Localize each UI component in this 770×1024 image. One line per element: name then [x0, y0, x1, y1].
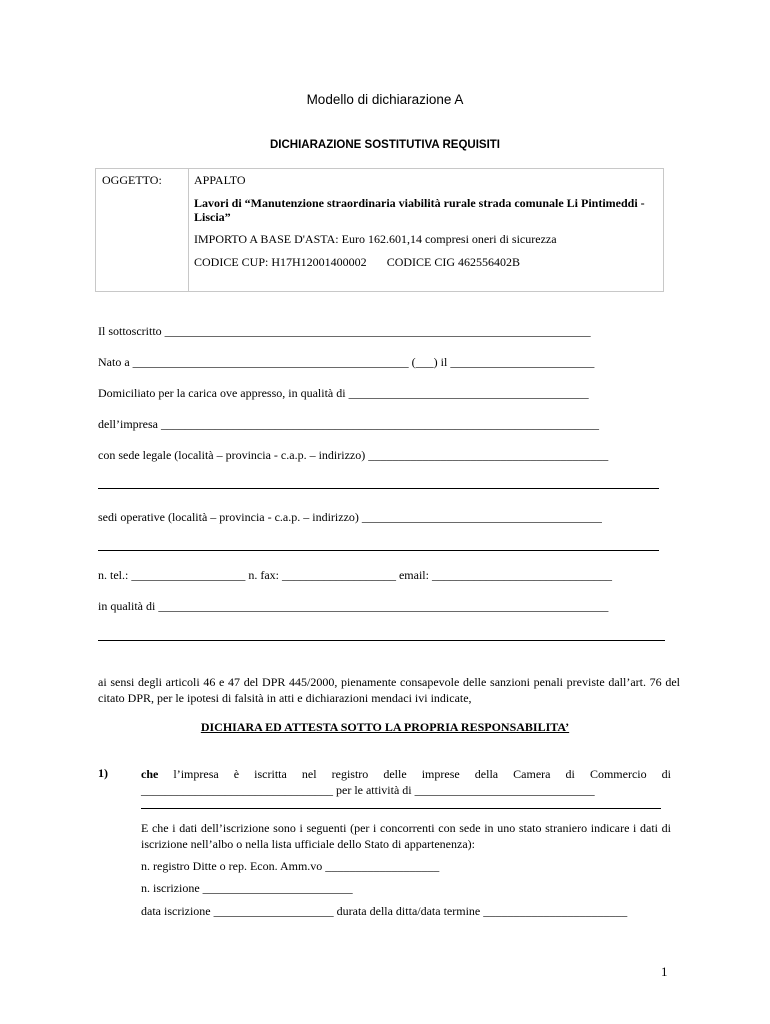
nato-field[interactable]: Nato a ______________________________________________ (___) il ________________________ — [98, 355, 595, 369]
iscrizione-intro: E che i dati dell’iscrizione sono i seguenti (per i concorrenti con sede in uno stato straniero indicare i dati di iscrizione nell’albo o nella lista ufficiale dello Stato di appartenenza): — [141, 821, 671, 851]
impresa-field[interactable]: dell’impresa _________________________________________________________________________ — [98, 417, 599, 431]
table-divider — [188, 169, 189, 291]
n-iscrizione-field[interactable]: n. iscrizione _________________________ — [141, 881, 353, 895]
sede-legale-continuation-line[interactable] — [98, 488, 659, 489]
sede-legale-field[interactable]: con sede legale (località – provincia - c.a.p. – indirizzo) ________________________________________ — [98, 448, 609, 462]
lavori-text: Lavori di “Manutenzione straordinaria viabilità rurale strada comunale Li Pintimeddi - Liscia” — [194, 196, 645, 224]
qualita-continuation-line[interactable] — [98, 640, 665, 641]
sottoscritto-field[interactable]: Il sottoscritto _______________________________________________________________________ — [98, 324, 591, 338]
registro-field[interactable]: n. registro Ditte o rep. Econ. Amm.vo ___________________ — [141, 859, 440, 873]
item1-line1 — [141, 766, 671, 782]
data-iscrizione-field[interactable]: data iscrizione ____________________ durata della ditta/data termine ________________________ — [141, 904, 628, 918]
che-bold: che — [141, 767, 159, 781]
item1-line2[interactable]: ________________________________ per le attività di ______________________________ — [141, 783, 595, 797]
qualita-field[interactable]: in qualità di ___________________________________________________________________________ — [98, 599, 609, 613]
oggetto-label: OGGETTO: — [102, 173, 162, 187]
document-title: Modello di dichiarazione A — [306, 92, 464, 107]
item1-continuation-line[interactable] — [141, 808, 661, 809]
sedi-operative-continuation-line[interactable] — [98, 550, 659, 551]
item-number: 1) — [98, 766, 108, 780]
page-number: 1 — [661, 964, 668, 979]
domiciliato-field[interactable]: Domiciliato per la carica ove appresso, in qualità di ________________________________________ — [98, 386, 589, 400]
declaration-heading: DICHIARA ED ATTESTA SOTTO LA PROPRIA RESPONSABILITA’ — [200, 720, 570, 734]
cig-code: CODICE CIG 462556402B — [386, 255, 521, 269]
importo-text: IMPORTO A BASE D'ASTA: Euro 162.601,14 compresi oneri di sicurezza — [194, 232, 557, 246]
appalto-text: APPALTO — [194, 173, 246, 187]
cup-code: CODICE CUP: H17H12001400002 — [194, 255, 367, 269]
sedi-operative-field[interactable]: sedi operative (località – provincia - c.a.p. – indirizzo) ________________________________________ — [98, 510, 602, 524]
oggetto-content — [194, 173, 654, 269]
oggetto-table — [95, 168, 664, 292]
codes-row — [194, 255, 654, 269]
item1-line1-text: l’impresa è iscritta nel registro delle imprese della Camera di Commercio di — [158, 767, 671, 781]
document-subtitle: DICHIARAZIONE SOSTITUTIVA REQUISITI — [269, 139, 500, 151]
contatti-field[interactable]: n. tel.: ___________________ n. fax: ___________________ email: ______________________________ — [98, 568, 612, 582]
intro-paragraph: ai sensi degli articoli 46 e 47 del DPR 445/2000, pienamente consapevole delle sanzioni penali previste dall’art. 76 del citato DPR, per le ipotesi di falsità in atti e dichiarazioni mendaci ivi indicate, — [98, 675, 680, 705]
